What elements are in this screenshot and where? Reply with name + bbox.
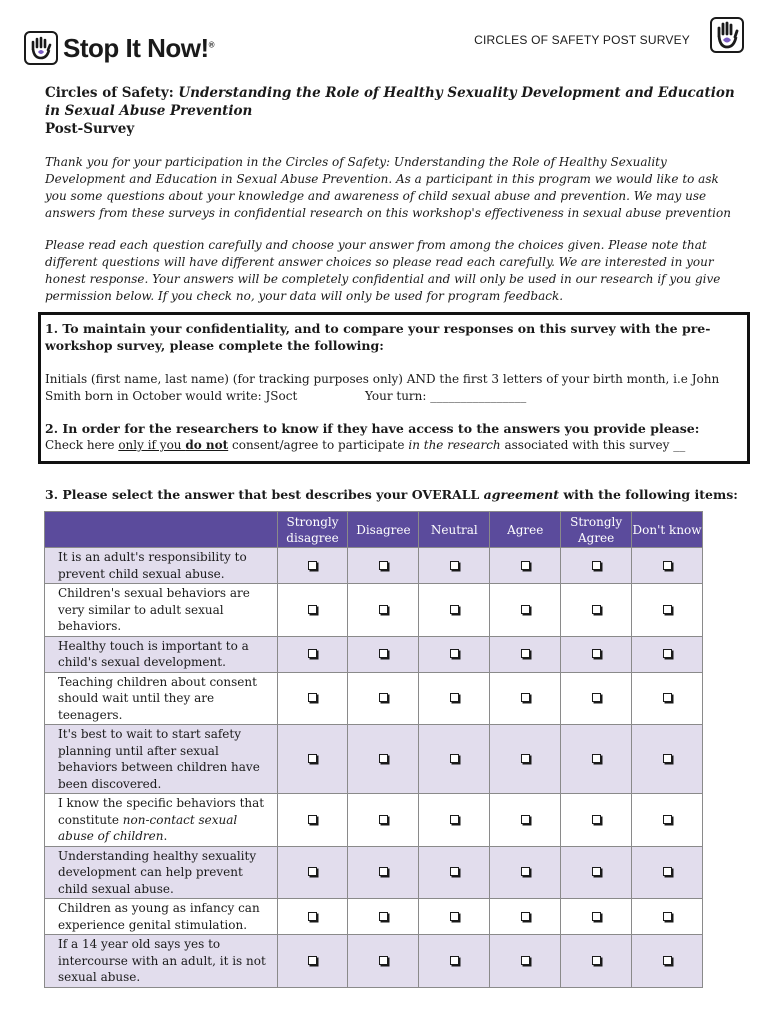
answer-cell [561,548,632,584]
question-3-heading: 3. Please select the answer that best describes your OVERALL agreement with the following items: [45,487,738,502]
table-header-row [45,512,703,548]
answer-cell [277,794,348,847]
answer-cell [632,725,703,794]
answer-cell [419,935,490,988]
answer-checkbox[interactable] [450,561,459,570]
answer-cell [419,794,490,847]
answer-cell [348,636,419,672]
col-header: Agree [490,512,561,548]
answer-cell [490,548,561,584]
answer-cell [277,548,348,584]
answer-cell [561,672,632,725]
agreement-table [44,511,703,988]
answer-cell [632,935,703,988]
answer-cell [348,584,419,637]
table-row [45,935,703,988]
answer-cell [632,636,703,672]
answer-cell [277,672,348,725]
answer-cell [490,584,561,637]
answer-checkbox[interactable] [450,649,459,658]
answer-checkbox[interactable] [592,867,601,876]
header-blank [45,512,278,548]
stop-it-now-logo [24,28,214,68]
answer-checkbox[interactable] [308,561,317,570]
answer-cell [277,935,348,988]
answer-cell [277,899,348,935]
statement-text: Children as young as infancy can experience genital stimulation. [45,899,278,935]
answer-checkbox[interactable] [521,649,530,658]
answer-cell [490,899,561,935]
answer-cell [490,725,561,794]
answer-cell [348,548,419,584]
answer-cell [561,584,632,637]
table-row [45,899,703,935]
answer-checkbox[interactable] [521,754,530,763]
answer-checkbox[interactable] [663,693,672,702]
q1-instruction: Initials (first name, last name) (for tracking purposes only) AND the first 3 letters of your birth month, i.e John [45,372,720,386]
answer-checkbox[interactable] [521,912,530,921]
answer-checkbox[interactable] [592,649,601,658]
statement-text: Healthy touch is important to a child's sexual development. [45,636,278,672]
answer-checkbox[interactable] [379,956,388,965]
answer-cell [348,899,419,935]
answer-cell [277,846,348,899]
question-2-body: Check here only if you do not consent/agree to participate in the research associated with this survey __ [45,438,686,452]
answer-checkbox[interactable] [308,912,317,921]
answer-cell [348,725,419,794]
answer-checkbox[interactable] [521,693,530,702]
answer-cell [490,935,561,988]
answer-checkbox[interactable] [379,815,388,824]
answer-cell [490,794,561,847]
answer-cell [632,794,703,847]
answer-cell [561,636,632,672]
answer-cell [419,672,490,725]
answer-cell [419,846,490,899]
answer-cell [561,899,632,935]
statement-text: I know the specific behaviors that constitute non-contact sexual abuse of children. [45,794,278,847]
answer-checkbox[interactable] [450,605,459,614]
table-row [45,584,703,637]
answer-checkbox[interactable] [308,956,317,965]
answer-cell [348,846,419,899]
answer-cell [632,899,703,935]
statement-text: If a 14 year old says yes to intercourse with an adult, it is not sexual abuse. [45,935,278,988]
answer-cell [490,636,561,672]
answer-checkbox[interactable] [592,693,601,702]
page-title: Circles of Safety: Understanding the Role of Healthy Sexuality Development and Education in Sexual Abuse Prevention Post-Survey [45,85,735,137]
statement-text: It's best to wait to start safety planning until after sexual behaviors between children have been discovered. [45,725,278,794]
survey-label: CIRCLES OF SAFETY POST SURVEY [474,33,690,47]
question-1-heading: 1. To maintain your confidentiality, and to compare your responses on this survey with the pre- workshop survey, please complete the following: [45,321,711,353]
answer-cell [561,846,632,899]
statement-text: Children's sexual behaviors are very similar to adult sexual behaviors. [45,584,278,637]
answer-cell [277,636,348,672]
answer-checkbox[interactable] [592,912,601,921]
answer-checkbox[interactable] [521,956,530,965]
q1-example: Smith born in October would write: JSoct [45,389,298,403]
answer-checkbox[interactable] [663,649,672,658]
table-row [45,548,703,584]
col-header: Disagree [348,512,419,548]
answer-cell [632,548,703,584]
answer-cell [561,935,632,988]
answer-checkbox[interactable] [308,693,317,702]
question-1-body [45,371,745,405]
answer-checkbox[interactable] [379,561,388,570]
answer-checkbox[interactable] [379,754,388,763]
answer-checkbox[interactable] [308,754,317,763]
answer-checkbox[interactable] [521,561,530,570]
question-2-heading: 2. In order for the researchers to know if they have access to the answers you provide please: [45,421,700,436]
q2-consent-blank[interactable]: associated with this survey __ [500,438,686,452]
answer-checkbox[interactable] [592,815,601,824]
answer-checkbox[interactable] [308,815,317,824]
col-header: Strongly disagree [277,512,348,548]
answer-checkbox[interactable] [592,605,601,614]
answer-checkbox[interactable] [450,912,459,921]
intro-paragraph-2: Please read each question carefully and choose your answer from among the choices given. Please note that different questions will have different answer choices so please read each carefully. We are interested in your honest response. Your answers will be completely confidential and will only be used in our research if you give permission below. If you check no, your data will only be used for program feedback. [45,238,721,303]
answer-cell [632,584,703,637]
answer-checkbox[interactable] [592,956,601,965]
answer-checkbox[interactable] [521,867,530,876]
table-row [45,725,703,794]
answer-cell [348,794,419,847]
answer-checkbox[interactable] [450,956,459,965]
answer-checkbox[interactable] [308,605,317,614]
answer-checkbox[interactable] [663,912,672,921]
table-row [45,794,703,847]
answer-cell [490,846,561,899]
answer-checkbox[interactable] [521,605,530,614]
answer-cell [632,846,703,899]
col-header: Don't know [632,512,703,548]
answer-checkbox[interactable] [450,754,459,763]
answer-checkbox[interactable] [663,561,672,570]
answer-checkbox[interactable] [521,815,530,824]
answer-cell [348,672,419,725]
hand-icon [710,17,744,53]
answer-cell [277,725,348,794]
intro-paragraph-1: Thank you for your participation in the Circles of Safety: Understanding the Role of Healthy Sexuality Development and Education in Sexual Abuse Prevention. As a participant in this program we would like to ask you some questions about your knowledge and awareness of child sexual abuse and prevention. We may use answers from these surveys in confidential research on this workshop's effectiveness in sexual abuse prevention [45,155,731,220]
answer-cell [419,548,490,584]
hand-icon [24,31,58,65]
answer-cell [419,636,490,672]
answer-cell [419,899,490,935]
answer-cell [490,672,561,725]
answer-checkbox[interactable] [663,867,672,876]
answer-cell [419,584,490,637]
answer-checkbox[interactable] [450,693,459,702]
answer-checkbox[interactable] [308,649,317,658]
answer-cell [632,672,703,725]
answer-checkbox[interactable] [308,867,317,876]
answer-checkbox[interactable] [592,561,601,570]
answer-cell [277,584,348,637]
answer-checkbox[interactable] [592,754,601,763]
answer-checkbox[interactable] [379,605,388,614]
col-header: Strongly Agree [561,512,632,548]
statement-text: Understanding healthy sexuality development can help prevent child sexual abuse. [45,846,278,899]
statement-text: Teaching children about consent should wait until they are teenagers. [45,672,278,725]
answer-checkbox[interactable] [663,956,672,965]
answer-checkbox[interactable] [450,867,459,876]
q1-your-turn-field[interactable]: Your turn: ________________ [365,389,527,403]
answer-cell [419,725,490,794]
answer-cell [561,794,632,847]
answer-checkbox[interactable] [379,693,388,702]
answer-cell [561,725,632,794]
answer-checkbox[interactable] [663,754,672,763]
col-header: Neutral [419,512,490,548]
answer-checkbox[interactable] [663,605,672,614]
answer-checkbox[interactable] [379,867,388,876]
answer-checkbox[interactable] [379,649,388,658]
statement-text: It is an adult's responsibility to prevent child sexual abuse. [45,548,278,584]
answer-cell [348,935,419,988]
table-row [45,672,703,725]
table-row [45,636,703,672]
logo-text: Stop It Now!® [63,32,215,63]
answer-checkbox[interactable] [379,912,388,921]
answer-checkbox[interactable] [663,815,672,824]
answer-checkbox[interactable] [450,815,459,824]
subtitle: Post-Survey [45,121,135,137]
table-row [45,846,703,899]
